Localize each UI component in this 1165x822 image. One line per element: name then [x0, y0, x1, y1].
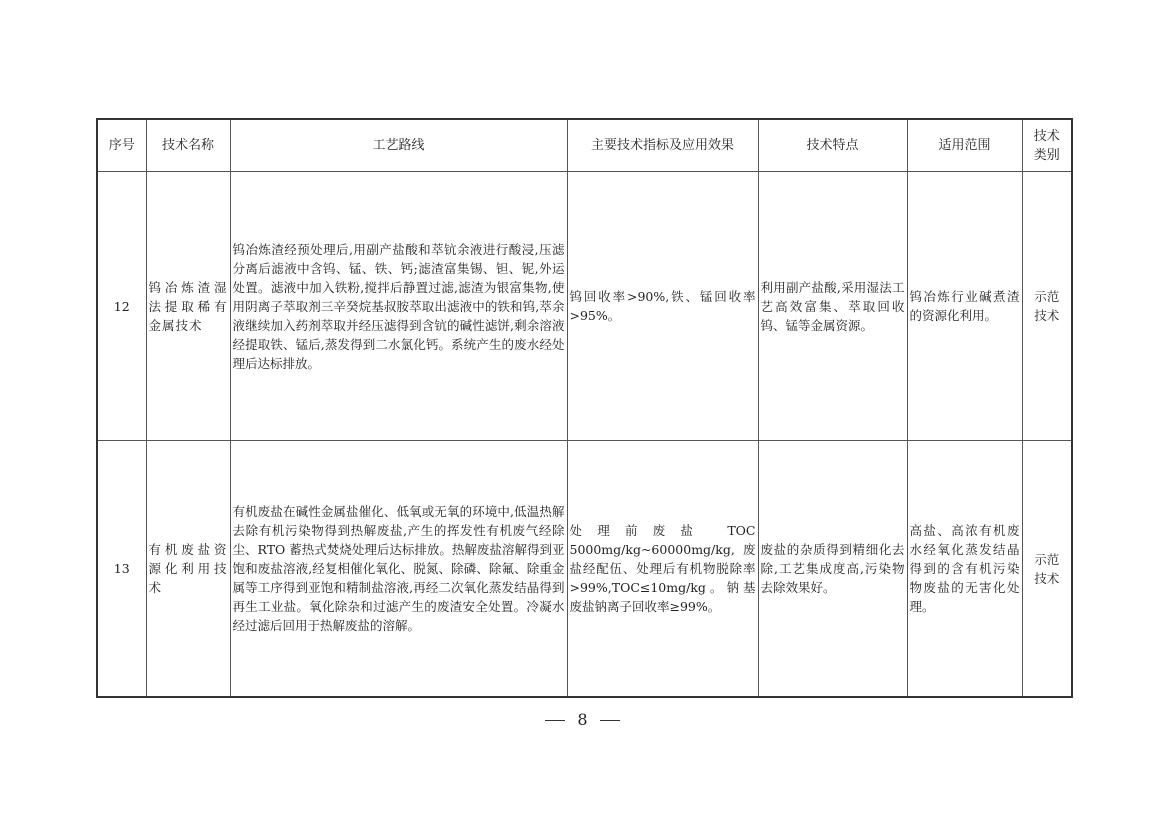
table-header-row: [97, 119, 1072, 172]
cell-features: 利用副产盐酸,采用湿法工艺高效富集、萃取回收钨、锰等金属资源。: [758, 172, 907, 441]
cell-indicators: 钨回收率>90%,铁、锰回收率>95%。: [567, 172, 758, 441]
table-row: [97, 441, 1072, 698]
cell-indicators: 处理前废盐 TOC 5000mg/kg~60000mg/kg,废盐经配伍、处理后有机物脱除率>99%,TOC≤10mg/kg。钠基废盐钠离子回收率≥99%。: [567, 441, 758, 698]
cell-scope: 高盐、高浓有机废水经氧化蒸发结晶得到的含有机污染物废盐的无害化处理。: [907, 441, 1022, 698]
cell-seq: 12: [97, 172, 146, 441]
cell-process: 钨冶炼渣经预处理后,用副产盐酸和萃钪余液进行酸浸,压滤分离后滤液中含钨、锰、铁、钙;滤渣富集锡、钽、铌,外运处置。滤液中加入铁粉,搅拌后静置过滤,滤渣为银富集物,使用阴离子萃取剂三辛癸烷基叔胺萃取出滤液中的铁和钨,萃余液继续加入药剂萃取并经压滤得到含钪的碱性滤饼,剩余溶液经提取铁、锰后,蒸发得到二水氯化钙。系统产生的废水经处理后达标排放。: [230, 172, 567, 441]
page-number-footer: [0, 710, 1165, 729]
header-process: 工艺路线: [230, 119, 567, 172]
header-name: 技术名称: [146, 119, 230, 172]
dash-left: [545, 720, 565, 721]
cell-features: 废盐的杂质得到精细化去除,工艺集成度高,污染物去除效果好。: [758, 441, 907, 698]
technology-table: [96, 118, 1073, 698]
header-category: 技术类别: [1022, 119, 1072, 172]
cell-process: 有机废盐在碱性金属盐催化、低氧或无氧的环境中,低温热解去除有机污染物得到热解废盐,产生的挥发性有机废气经除尘、RTO 蓄热式焚烧处理后达标排放。热解废盐溶解得到亚饱和废盐溶液,经复相催化氧化、脱氮、除磷、除氟、除重金属等工序得到亚饱和精制盐溶液,再经二次氧化蒸发结晶得到再生工业盐。氧化除杂和过滤产生的废渣安全处置。冷凝水经过滤后回用于热解废盐的溶解。: [230, 441, 567, 698]
header-indicators: 主要技术指标及应用效果: [567, 119, 758, 172]
cell-category: 示范技术: [1022, 441, 1072, 698]
cell-name: 有机废盐资源化利用技术: [146, 441, 230, 698]
header-scope: 适用范围: [907, 119, 1022, 172]
cell-scope: 钨冶炼行业碱煮渣的资源化利用。: [907, 172, 1022, 441]
header-seq: 序号: [97, 119, 146, 172]
cell-category: 示范技术: [1022, 172, 1072, 441]
table-row: [97, 172, 1072, 441]
page-number: 8: [577, 710, 588, 729]
dash-right: [600, 720, 620, 721]
cell-seq: 13: [97, 441, 146, 698]
header-features: 技术特点: [758, 119, 907, 172]
cell-name: 钨冶炼渣湿法提取稀有金属技术: [146, 172, 230, 441]
